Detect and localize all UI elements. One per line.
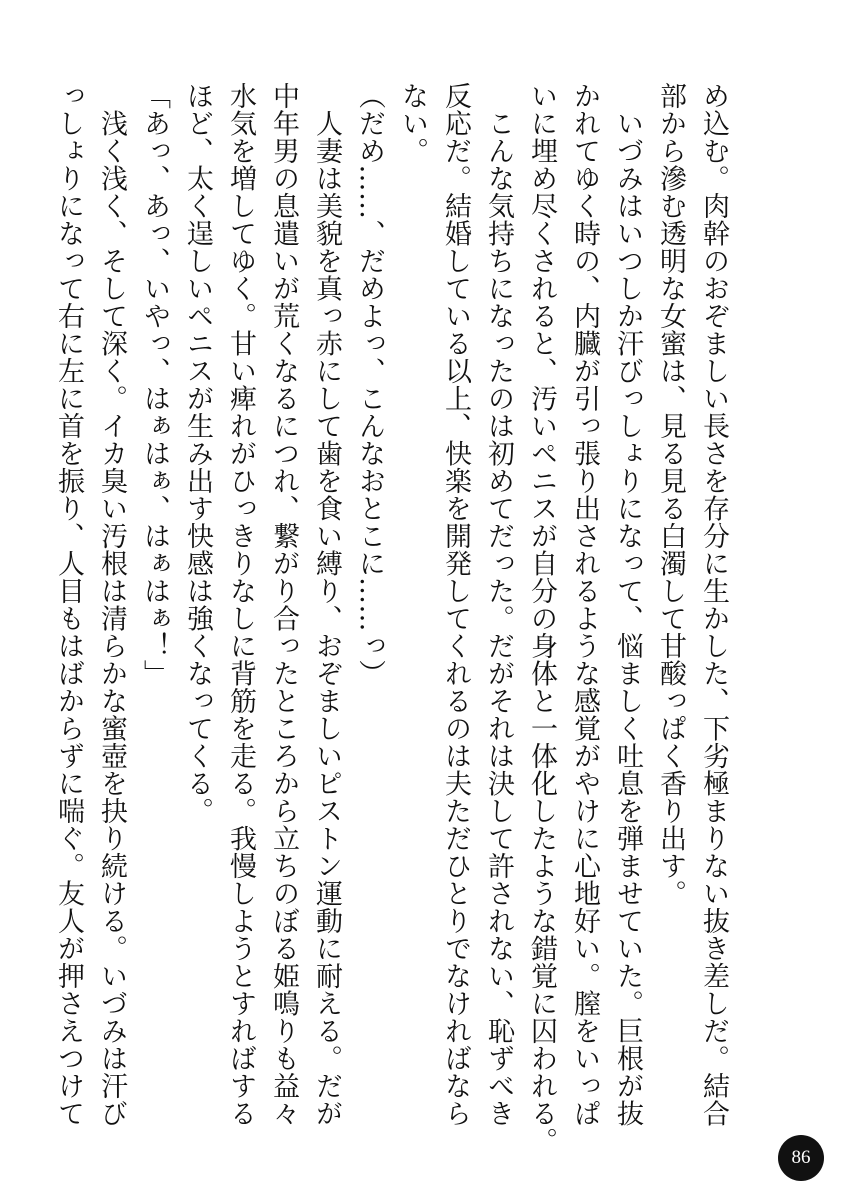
- text-line: 反応だ。結婚している以上、快楽を開発してくれるのは夫ただひとりでなければなら: [440, 82, 471, 1127]
- text-line: っしょりになって右に左に首を振り、人目もはばからずに喘ぐ。友人が押さえつけて: [53, 82, 84, 1127]
- text-line: 浅く浅く、そして深く。イカ臭い汚根は清らかな蜜壺を抉り続ける。いづみは汗び: [96, 82, 127, 1127]
- text-line: 水気を増してゆく。甘い痺れがひっきりなしに背筋を走る。我慢しようとすればする: [225, 82, 256, 1127]
- page-number-badge: [778, 1135, 824, 1181]
- text-line: （だめ……、だめよっ、こんなおとこに……っ）: [354, 82, 385, 687]
- text-line: 中年男の息遣いが荒くなるにつれ、繋がり合ったところから立ちのぼる姫鳴りも益々: [268, 82, 299, 1127]
- text-line: いづみはいつしか汗びっしょりになって、悩ましく吐息を弾ませていた。巨根が抜: [612, 82, 643, 1127]
- text-line: 人妻は美貌を真っ赤にして歯を食い縛り、おぞましいピストン運動に耐える。だが: [311, 82, 342, 1127]
- vertical-text-body: [53, 82, 735, 1155]
- text-line: ほど、太く逞しいペニスが生み出す快感は強くなってくる。: [182, 82, 213, 825]
- text-line: 「あっ、あっ、いやっ、はぁはぁ、はぁはぁ！」: [139, 82, 170, 687]
- text-line: ない。: [397, 82, 428, 165]
- text-line: め込む。肉幹のおぞましい長さを存分に生かした、下劣極まりない抜き差しだ。結合: [698, 82, 729, 1127]
- text-line: 部から滲む透明な女蜜は、見る見る白濁して甘酸っぱく香り出す。: [655, 82, 686, 907]
- page-number: 86: [791, 1147, 811, 1168]
- text-line: こんな気持ちになったのは初めてだった。だがそれは決して許されない、恥ずべき: [483, 82, 514, 1127]
- text-line: いに埋め尽くされると、汚いペニスが自分の身体と一体化したような錯覚に囚われる。: [526, 82, 557, 1155]
- text-line: かれてゆく時の、内臓が引っ張り出されるような感覚がやけに心地好い。膣をいっぱ: [569, 82, 600, 1127]
